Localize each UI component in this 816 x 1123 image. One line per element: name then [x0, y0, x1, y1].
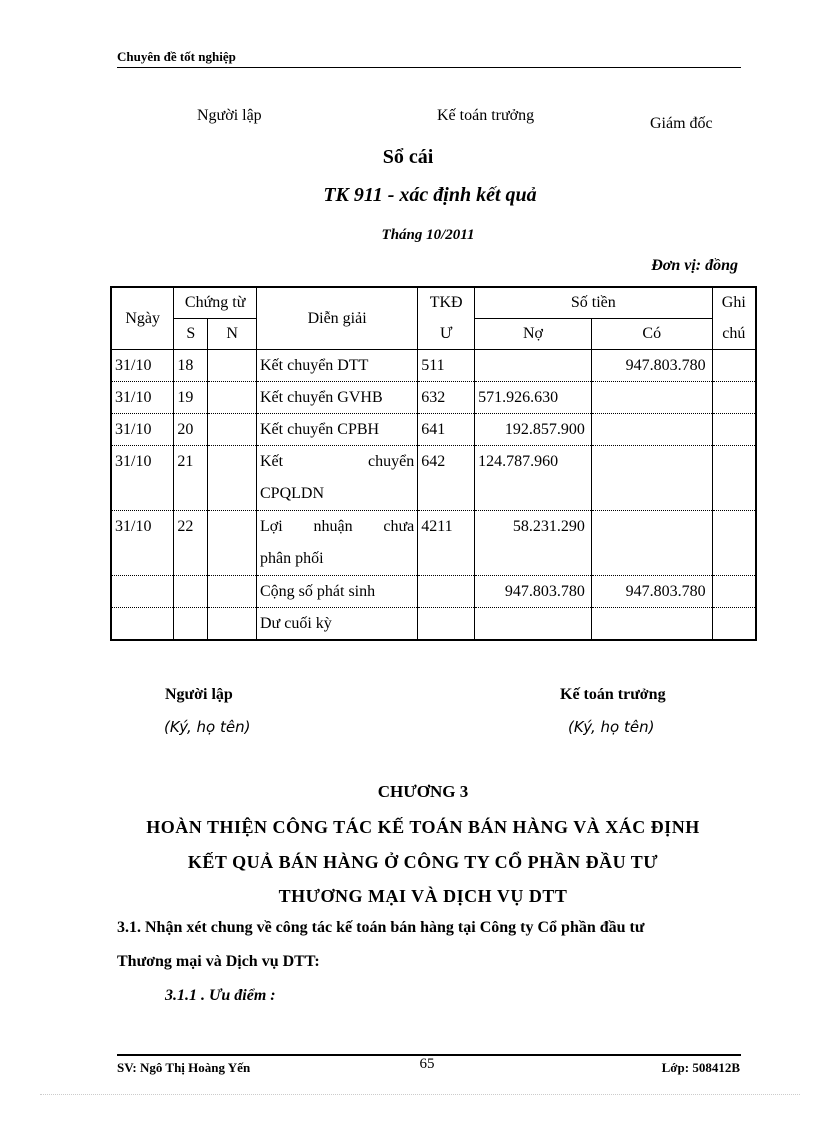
section-heading: 3.1. Nhận xét chung về công tác kế toán bán hàng tại Công ty Cổ phần đầu tư — [117, 919, 645, 936]
ledger-period: Tháng 10/2011 — [381, 227, 475, 243]
top-chief-accountant-label: Kế toán trưởng — [437, 107, 535, 124]
col-voucher: Chứng từ — [174, 287, 257, 319]
cell-acct: 632 — [418, 382, 475, 414]
cell-n — [208, 608, 257, 641]
bottom-chief-accountant-label: Kế toán trưởng — [560, 686, 666, 703]
cell-debit — [475, 608, 592, 641]
cell-credit: 947.803.780 — [591, 576, 712, 608]
ledger-account: TK 911 - xác định kết quả — [323, 184, 537, 206]
cell-desc — [257, 446, 418, 511]
cell-acct: 642 — [418, 446, 475, 511]
cell-note — [712, 446, 756, 511]
cell-desc: Kết chuyển GVHB — [257, 382, 418, 414]
cell-date — [111, 608, 174, 641]
ledger-title: Sổ cái — [382, 146, 434, 168]
cell-acct: 511 — [418, 350, 475, 382]
table-row — [111, 511, 756, 576]
cell-credit — [591, 414, 712, 446]
cell-note — [712, 608, 756, 641]
section-heading-cont: Thương mại và Dịch vụ DTT: — [117, 953, 320, 970]
cell-debit: 58.231.290 — [475, 511, 592, 576]
cell-date: 31/10 — [111, 350, 174, 382]
cell-date — [111, 576, 174, 608]
chapter-number: CHƯƠNG 3 — [377, 782, 469, 801]
col-note: Ghi — [712, 287, 756, 319]
cell-desc: Kết chuyển CPBH — [257, 414, 418, 446]
cell-note — [712, 382, 756, 414]
subsection-heading: 3.1.1 . Ưu điểm : — [165, 987, 276, 1004]
bottom-preparer-note: (Ký, họ tên) — [164, 718, 251, 736]
header-divider — [117, 67, 741, 68]
col-description: Diễn giải — [257, 287, 418, 350]
cell-s — [174, 608, 208, 641]
cell-desc: Cộng số phát sinh — [257, 576, 418, 608]
bottom-chief-note: (Ký, họ tên) — [568, 718, 655, 736]
col-account-code-cont: Ư — [418, 319, 475, 350]
footer-student: SV: Ngô Thị Hoàng Yến — [117, 1060, 251, 1075]
cell-s: 18 — [174, 350, 208, 382]
table-row — [111, 608, 756, 641]
table-row — [111, 446, 756, 511]
page-number: 65 — [419, 1056, 435, 1072]
cell-desc — [257, 511, 418, 576]
cell-note — [712, 576, 756, 608]
cell-n — [208, 382, 257, 414]
cell-credit — [591, 511, 712, 576]
cell-s: 19 — [174, 382, 208, 414]
col-note-cont: chú — [712, 319, 756, 350]
cell-desc: Kết chuyển DTT — [257, 350, 418, 382]
cell-s: 22 — [174, 511, 208, 576]
col-debit: Nợ — [475, 319, 592, 350]
cell-note — [712, 350, 756, 382]
cell-desc-line: CPQLDN — [260, 485, 325, 502]
cell-n — [208, 576, 257, 608]
chapter-title-line: HOÀN THIỆN CÔNG TÁC KẾ TOÁN BÁN HÀNG VÀ XÁC ĐỊNH — [146, 817, 700, 837]
cell-desc-line: phân phối — [260, 550, 324, 567]
cell-note — [712, 511, 756, 576]
table-row — [111, 414, 756, 446]
cell-credit — [591, 382, 712, 414]
table-row — [111, 576, 756, 608]
cell-n — [208, 414, 257, 446]
cell-debit: 571.926.630 — [475, 382, 592, 414]
cell-credit: 947.803.780 — [591, 350, 712, 382]
ledger-table — [110, 286, 757, 641]
cell-debit: 192.857.900 — [475, 414, 592, 446]
cell-debit: 124.787.960 — [475, 446, 592, 511]
chapter-title-line: KẾT QUẢ BÁN HÀNG Ở CÔNG TY CỔ PHẦN ĐẦU TƯ — [187, 852, 659, 872]
cell-desc-line: Kết chuyển — [260, 453, 415, 470]
col-credit: Có — [591, 319, 712, 350]
cell-s — [174, 576, 208, 608]
col-date: Ngày — [111, 287, 174, 350]
cell-n — [208, 511, 257, 576]
cell-n — [208, 446, 257, 511]
cell-date: 31/10 — [111, 414, 174, 446]
table-row — [111, 350, 756, 382]
bottom-preparer-label: Người lập — [165, 686, 233, 703]
col-account-code: TKĐ — [418, 287, 475, 319]
cell-n — [208, 350, 257, 382]
col-voucher-n: N — [208, 319, 257, 350]
cell-acct: 641 — [418, 414, 475, 446]
cell-note — [712, 414, 756, 446]
cell-desc: Dư cuối kỳ — [257, 608, 418, 641]
footer-class: Lớp: 508412B — [661, 1060, 740, 1075]
table-row — [111, 382, 756, 414]
cell-date: 31/10 — [111, 446, 174, 511]
cell-date: 31/10 — [111, 511, 174, 576]
top-director-label: Giám đốc — [650, 115, 713, 132]
chapter-title-line: THƯƠNG MẠI VÀ DỊCH VỤ DTT — [278, 886, 568, 906]
ledger-unit: Đơn vị: đồng — [651, 257, 738, 274]
cell-s: 20 — [174, 414, 208, 446]
col-amount: Số tiền — [475, 287, 713, 319]
cell-debit — [475, 350, 592, 382]
cell-acct — [418, 576, 475, 608]
cell-acct — [418, 608, 475, 641]
page-edge-dotted-line — [40, 1094, 800, 1095]
cell-debit: 947.803.780 — [475, 576, 592, 608]
cell-acct: 4211 — [418, 511, 475, 576]
top-preparer-label: Người lập — [197, 107, 262, 124]
page-header-title: Chuyên đề tốt nghiệp — [117, 49, 236, 64]
cell-desc-line: Lợi nhuận chưa — [260, 518, 415, 535]
cell-credit — [591, 446, 712, 511]
col-voucher-s: S — [174, 319, 208, 350]
cell-date: 31/10 — [111, 382, 174, 414]
cell-s: 21 — [174, 446, 208, 511]
cell-credit — [591, 608, 712, 641]
